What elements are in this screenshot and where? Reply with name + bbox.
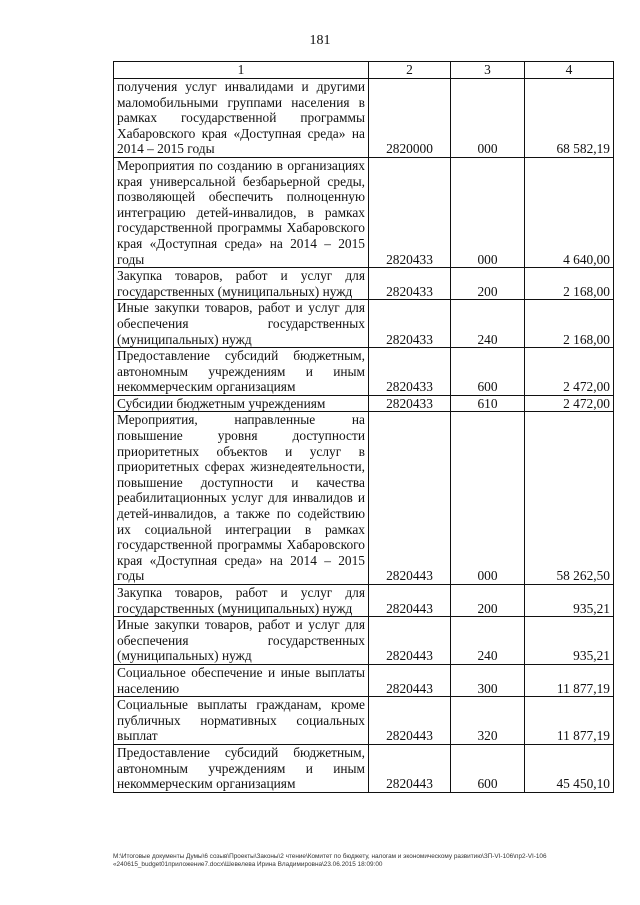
target-code-cell: 2820433: [369, 157, 451, 267]
header-col-3: 3: [451, 62, 525, 79]
table-row: [114, 79, 614, 158]
expense-type-cell: 000: [451, 412, 525, 585]
budget-table: [113, 61, 614, 793]
expense-type-cell: 610: [451, 395, 525, 412]
name-cell: Субсидии бюджетным учреждениям: [114, 395, 369, 412]
target-code-cell: 2820443: [369, 585, 451, 617]
table-row: [114, 268, 614, 300]
amount-cell: 2 168,00: [525, 300, 614, 348]
amount-cell: 4 640,00: [525, 157, 614, 267]
target-code-cell: 2820000: [369, 79, 451, 158]
table-row: [114, 664, 614, 696]
table-row: [114, 585, 614, 617]
header-col-1: 1: [114, 62, 369, 79]
expense-type-cell: 240: [451, 300, 525, 348]
expense-type-cell: 240: [451, 617, 525, 665]
file-path-footer: М:\Итоговые документы Думы\6 созыв\Проекты\Законы\2 чтение\Комитет по бюджету, налогам и экономическому развитию\ЗП-VI-106\пр2-VI-106 «240615_budget01приложение7.docx\Шевелева Ирина Владимировна\23.06.2015 18:09:00: [113, 853, 547, 868]
name-cell: Предоставление субсидий бюджетным, автономным учреждениям и иным некоммерческим организациям: [114, 744, 369, 792]
name-cell: Закупка товаров, работ и услуг для государственных (муниципальных) нужд: [114, 268, 369, 300]
expense-type-cell: 600: [451, 348, 525, 396]
expense-type-cell: 200: [451, 268, 525, 300]
target-code-cell: 2820443: [369, 412, 451, 585]
header-col-4: 4: [525, 62, 614, 79]
name-cell: Предоставление субсидий бюджетным, автономным учреждениям и иным некоммерческим организациям: [114, 348, 369, 396]
name-cell: Мероприятия, направленные на повышение уровня доступности приоритетных объектов и услуг в приоритетных сферах жизнедеятельности, повышение доступности и качества реабилитационных услуг для инвалидов и детей-инвалидов, а также по содействию их социальной интеграции в рамках государственной программы Хабаровского края «Доступная среда» на 2014 – 2015 годы: [114, 412, 369, 585]
expense-type-cell: 000: [451, 79, 525, 158]
name-cell: Мероприятия по созданию в организациях края универсальной безбарьерной среды, позволяющей обеспечить полноценную интеграцию детей-инвалидов, в рамках государственной программы Хабаровского края «Доступная среда» на 2014 – 2015 годы: [114, 157, 369, 267]
expense-type-cell: 600: [451, 744, 525, 792]
table-body: [114, 79, 614, 793]
amount-cell: 935,21: [525, 585, 614, 617]
amount-cell: 11 877,19: [525, 664, 614, 696]
header-col-2: 2: [369, 62, 451, 79]
table-row: [114, 697, 614, 745]
table-row: [114, 157, 614, 267]
target-code-cell: 2820433: [369, 348, 451, 396]
target-code-cell: 2820443: [369, 744, 451, 792]
name-cell: Иные закупки товаров, работ и услуг для обеспечения государственных (муниципальных) нужд: [114, 617, 369, 665]
table-row: [114, 395, 614, 412]
table-row: [114, 412, 614, 585]
name-cell: получения услуг инвалидами и другими маломобильными группами населения в рамках государственной программы Хабаровского края «Доступная среда» на 2014 – 2015 годы: [114, 79, 369, 158]
table-row: [114, 617, 614, 665]
target-code-cell: 2820443: [369, 697, 451, 745]
expense-type-cell: 300: [451, 664, 525, 696]
target-code-cell: 2820433: [369, 268, 451, 300]
name-cell: Иные закупки товаров, работ и услуг для обеспечения государственных (муниципальных) нужд: [114, 300, 369, 348]
amount-cell: 2 472,00: [525, 395, 614, 412]
expense-type-cell: 200: [451, 585, 525, 617]
amount-cell: 2 168,00: [525, 268, 614, 300]
name-cell: Закупка товаров, работ и услуг для государственных (муниципальных) нужд: [114, 585, 369, 617]
page-number: 181: [309, 33, 331, 48]
table-row: [114, 348, 614, 396]
table-header-row: [114, 62, 614, 79]
table-row: [114, 300, 614, 348]
amount-cell: 935,21: [525, 617, 614, 665]
name-cell: Социальное обеспечение и иные выплаты населению: [114, 664, 369, 696]
target-code-cell: 2820443: [369, 664, 451, 696]
expense-type-cell: 320: [451, 697, 525, 745]
amount-cell: 68 582,19: [525, 79, 614, 158]
amount-cell: 58 262,50: [525, 412, 614, 585]
expense-type-cell: 000: [451, 157, 525, 267]
amount-cell: 11 877,19: [525, 697, 614, 745]
target-code-cell: 2820433: [369, 395, 451, 412]
target-code-cell: 2820443: [369, 617, 451, 665]
amount-cell: 45 450,10: [525, 744, 614, 792]
name-cell: Социальные выплаты гражданам, кроме публичных нормативных социальных выплат: [114, 697, 369, 745]
target-code-cell: 2820433: [369, 300, 451, 348]
amount-cell: 2 472,00: [525, 348, 614, 396]
table-row: [114, 744, 614, 792]
